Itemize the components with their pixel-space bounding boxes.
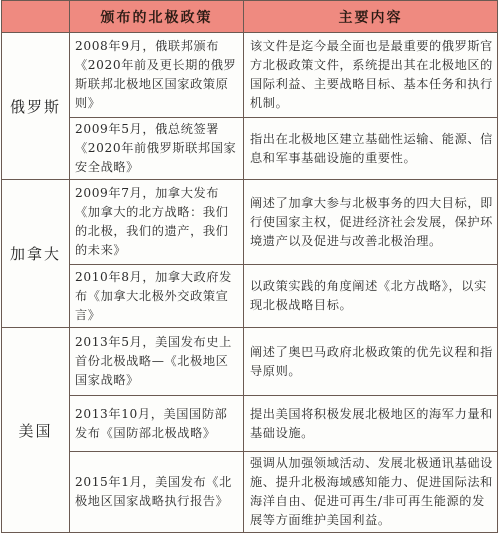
content-cell: 阐述了奥巴马政府北极政策的优先议程和指导原则。 [244, 328, 498, 396]
table-row [2, 118, 498, 180]
content-cell: 提出美国将积极发展北极地区的海军力量和基础设施。 [244, 396, 498, 452]
header-policy: 颁布的北极政策 [70, 1, 244, 33]
table-row [2, 33, 498, 118]
table-row [2, 265, 498, 328]
policy-cell: 2009年7月，加拿大发布《加拿大的北方战略：我们的北极，我们的遗产，我们的未来》 [70, 180, 244, 265]
policy-cell: 2013年10月，美国国防部发布《国防部北极战略》 [70, 396, 244, 452]
table-row [2, 180, 498, 265]
content-cell: 该文件是迄今最全面也是最重要的俄罗斯官方北极政策文件，系统提出其在北极地区的国际利益、主要战略目标、基本任务和执行机制。 [244, 33, 498, 118]
header-country [2, 1, 70, 33]
policy-cell: 2015年1月，美国发布《北极地区国家战略执行报告》 [70, 452, 244, 533]
content-cell: 指出在北极地区建立基础性运输、能源、信息和军事基础设施的重要性。 [244, 118, 498, 180]
content-cell: 强调从加强领域活动、发展北极通讯基础设施、提升北极海域感知能力、促进国际法和海洋自由、促进可再生/非可再生能源的发展等方面维护美国利益。 [244, 452, 498, 533]
country-cell-canada: 加拿大 [2, 180, 70, 328]
policy-cell: 2009年5月，俄总统签署《2020年前俄罗斯联邦国家安全战略》 [70, 118, 244, 180]
header-content: 主要内容 [244, 1, 498, 33]
country-cell-usa: 美国 [2, 328, 70, 533]
arctic-policy-table [1, 0, 498, 533]
policy-cell: 2008年9月，俄联邦颁布《2020年前及更长期的俄罗斯联邦北极地区国家政策原则》 [70, 33, 244, 118]
header-row [2, 1, 498, 33]
content-cell: 以政策实践的角度阐述《北方战略》，以实现北极战略目标。 [244, 265, 498, 328]
table-row [2, 328, 498, 396]
content-cell: 阐述了加拿大参与北极事务的四大目标，即行使国家主权，促进经济社会发展，保护环境遗产以及促进与改善北极治理。 [244, 180, 498, 265]
table-row [2, 452, 498, 533]
policy-cell: 2013年5月，美国发布史上首份北极战略—《北极地区国家战略》 [70, 328, 244, 396]
table-row [2, 396, 498, 452]
country-cell-russia: 俄罗斯 [2, 33, 70, 180]
policy-cell: 2010年8月，加拿大政府发布《加拿大北极外交政策宣言》 [70, 265, 244, 328]
